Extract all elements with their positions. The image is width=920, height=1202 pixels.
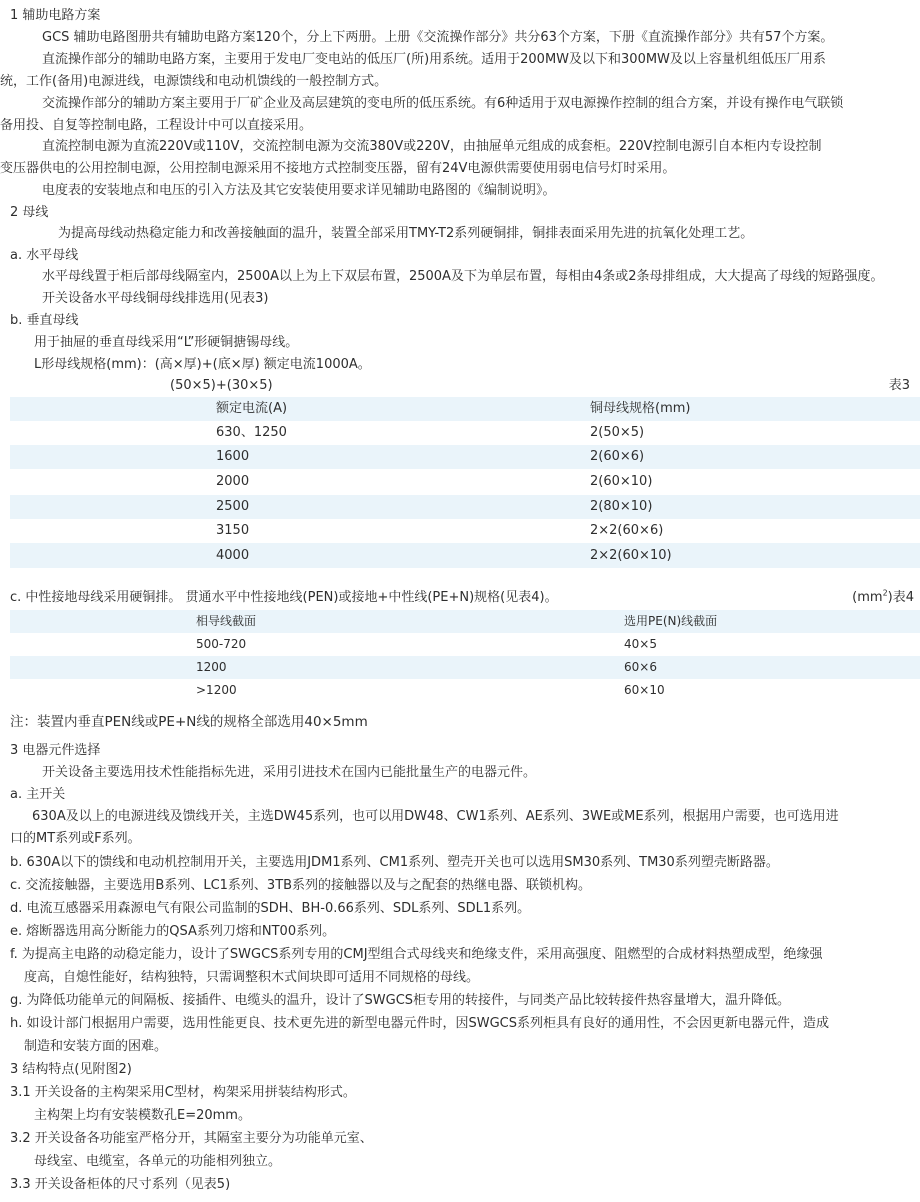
sec2-b-heading: b. 垂直母线	[10, 313, 79, 328]
table-cell: 2000	[216, 474, 250, 489]
table-row	[10, 445, 920, 469]
sec1-paragraph-3: 交流操作部分的辅助方案主要用于厂矿企业及高层建筑的变电所的低压系统。有6种适用于双电源操作控制的组合方案，并设有操作电气联锁	[42, 96, 844, 111]
sec3-h: h. 如设计部门根据用户需要，选用性能更良、技术更先进的新型电器元件时，因SWGCS系列柜具有良好的通用性，不会因更新电器元件，造成	[10, 1016, 830, 1031]
table-cell: 40×5	[624, 637, 657, 651]
table-row	[10, 543, 920, 568]
table-cell: 2500	[216, 499, 250, 514]
table-3	[10, 397, 920, 569]
section-2-heading: 2 母线	[10, 205, 49, 220]
sec3-2-cont: 母线室、电缆室，各单元的功能相列独立。	[34, 1154, 282, 1169]
table-cell: 4000	[216, 548, 250, 563]
table-4-header-phase: 相导线截面	[196, 614, 257, 628]
table-4-caption: $(mm^2)$表4	[852, 588, 914, 605]
sec3-c: c. 交流接触器，主要选用B系列、LC1系列、3TB系列的接触器以及与之配套的热继电器、联锁机构。	[10, 878, 592, 893]
table-cell: 630、1250	[216, 425, 287, 440]
note: 注：装置内垂直PEN线或PE+N线的规格全部选用40×5mm	[10, 714, 368, 730]
table-cell: 1600	[216, 449, 250, 464]
table-row	[10, 421, 920, 445]
table-4-header-row	[10, 610, 920, 633]
sec3-2: 3.2 开关设备各功能室严格分开，其隔室主要分为功能单元室、	[10, 1131, 373, 1146]
section-1-heading: 1 辅助电路方案	[10, 8, 101, 23]
sec3-e: e. 熔断器选用高分断能力的QSA系列刀熔和NT00系列。	[10, 924, 336, 939]
table-3-caption: 表3	[888, 378, 910, 393]
table-row	[10, 470, 920, 494]
table-row	[10, 633, 920, 656]
sec3-1: 3.1 开关设备的主构架采用C型材，构架采用拼装结构形式。	[10, 1085, 356, 1100]
sec3-h-cont: 制造和安装方面的困难。	[24, 1039, 168, 1054]
sec3-1-cont: 主构架上均有安装模数孔E=20mm。	[34, 1108, 251, 1123]
sec1-paragraph-4-cont: 变压器供电的公用控制电源，公用控制电源采用不接地方式控制变压器，留有24V电源供需要使用弱电信号灯时采用。	[0, 161, 676, 176]
table-row	[10, 495, 920, 519]
sec3-a-paragraph: 630A及以上的电源进线及馈线开关，主选DW45系列，也可以用DW48、CW1系列、AE系列、3WE或ME系列，根据用户需要，也可选用进	[32, 809, 839, 824]
table-cell: 2(50×5)	[590, 425, 645, 440]
sec3-f: f. 为提高主电路的动稳定能力，设计了SWGCS系列专用的CMJ型组合式母线夹和绝缘支件，采用高强度、阻燃型的合成材料热塑成型，绝缘强	[10, 947, 823, 962]
sec1-paragraph-5: 电度表的安装地点和电压的引入方法及其它安装使用要求详见辅助电路图的《编制说明》。	[42, 183, 556, 198]
sec2-a-paragraph-1: 水平母线置于柜后部母线隔室内，2500A以上为上下双层布置，2500A及下为单层布置，每相由4条或2条母排组成，大大提高了母线的短路强度。	[42, 269, 884, 284]
sec2-intro: 为提高母线动热稳定能力和改善接触面的温升，装置全部采用TMY-T2系列硬铜排，铜排表面采用先进的抗氧化处理工艺。	[58, 226, 754, 241]
table-cell: 60×10	[624, 683, 665, 697]
table-row	[10, 656, 920, 679]
sec1-paragraph-3-cont: 备用投、自复等控制电路，工程设计中可以直接采用。	[0, 118, 313, 133]
sec3-f-cont: 度高，自熄性能好，结构独特，只需调整积木式间块即可适用不同规格的母线。	[24, 970, 480, 985]
table-cell: 2(60×6)	[590, 449, 645, 464]
sec2-c-heading: c. 中性接地母线采用硬铜排。 贯通水平中性接地线(PEN)或接地+中性线(PE+N)规格(见表4)。	[10, 590, 558, 605]
table-3-header-row	[10, 397, 920, 421]
sec3-d: d. 电流互感器采用森源电气有限公司监制的SDH、BH-0.66系列、SDL系列、SDL1系列。	[10, 901, 531, 916]
table-row	[10, 519, 920, 543]
table-cell: 2(60×10)	[590, 474, 653, 489]
sec2-b-paragraph-3: (50×5)+(30×5)	[170, 378, 273, 393]
sec1-paragraph-2: 直流操作部分的辅助电路方案，主要用于发电厂变电站的低压厂(所)用系统。适用于200MW及以下和300MW及以上容量机组低压厂用系	[42, 52, 826, 67]
section-3-heading: 3 电器元件选择	[10, 743, 101, 758]
sec3-g: g. 为降低功能单元的间隔板、接插件、电缆头的温升，设计了SWGCS柜专用的转接件，与同类产品比较转接件热容量增大，温升降低。	[10, 993, 791, 1008]
table-cell: 2(80×10)	[590, 499, 653, 514]
table-4-header-pen: 选用PE(N)线截面	[624, 614, 718, 628]
table-cell: 2×2(60×10)	[590, 548, 672, 563]
table-cell: >1200	[196, 683, 237, 697]
table-cell: 2×2(60×6)	[590, 523, 664, 538]
table-4	[10, 610, 920, 702]
section-3-structure-heading: 3 结构特点(见附图2)	[10, 1062, 132, 1077]
sec3-intro: 开关设备主要选用技术性能指标先进，采用引进技术在国内已能批量生产的电器元件。	[42, 765, 537, 780]
table-3-header-busbar: 铜母线规格(mm)	[590, 401, 691, 416]
sec1-paragraph-2-cont: 统，工作(备用)电源进线，电源馈线和电动机馈线的一般控制方式。	[0, 74, 388, 89]
sec2-b-paragraph-2: L形母线规格(mm)：(高×厚)+(底×厚) 额定电流1000A。	[34, 357, 371, 372]
sec3-a-paragraph-cont: 口的MT系列或F系列。	[10, 831, 141, 846]
sec2-a-paragraph-2: 开关设备水平母线铜母线排选用(见表3)	[42, 291, 269, 306]
sec1-paragraph-1: GCS 辅助电路图册共有辅助电路方案120个，分上下两册。上册《交流操作部分》共分63个方案，下册《直流操作部分》共有57个方案。	[42, 30, 834, 45]
table-cell: 60×6	[624, 660, 657, 674]
sec1-paragraph-4: 直流控制电源为直流220V或110V，交流控制电源为交流380V或220V，由抽屉单元组成的成套柜。220V控制电源引自本柜内专设控制	[42, 139, 822, 154]
table-3-header-current: 额定电流(A)	[216, 401, 288, 416]
sec3-a-heading: a. 主开关	[10, 787, 66, 802]
sec2-a-heading: a. 水平母线	[10, 248, 79, 263]
sec3-b: b. 630A以下的馈线和电动机控制用开关，主要选用JDM1系列、CM1系列、塑壳开关也可以选用SM30系列、TM30系列塑壳断路器。	[10, 855, 779, 870]
sec2-b-paragraph-1: 用于抽屉的垂直母线采用“L”形硬铜搪锡母线。	[34, 335, 299, 350]
table-row	[10, 679, 920, 702]
table-cell: 500-720	[196, 637, 247, 651]
table-cell: 1200	[196, 660, 227, 674]
sec3-3: 3.3 开关设备柜体的尺寸系列（见表5)	[10, 1177, 231, 1192]
table-cell: 3150	[216, 523, 250, 538]
